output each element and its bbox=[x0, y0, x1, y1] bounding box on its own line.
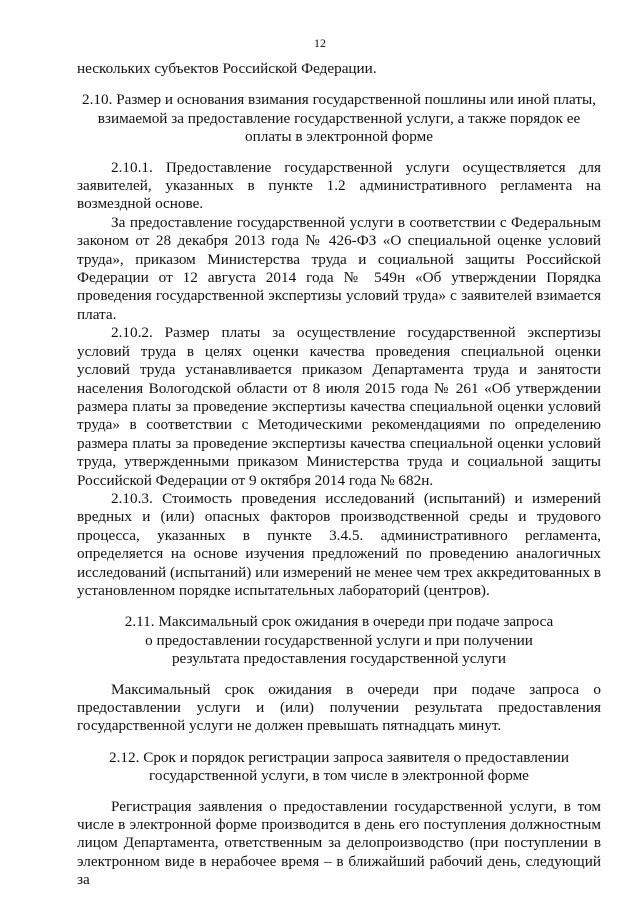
section-2-12-heading-line: 2.12. Срок и порядок регистрации запроса заявителя о предоставлении bbox=[109, 748, 569, 766]
page-content bbox=[77, 60, 601, 890]
paragraph-2-12: Регистрация заявления о предоставлении государственной услуги, в том числе в электронной форме производится в день его поступления должностным лицом Департамента, ответственным за делопроизводство (при поступлении в электронном виде в нерабочее время – в ближайший рабочий день, следующий за bbox=[77, 797, 601, 889]
section-2-11-heading-line: результата предоставления государственной услуги bbox=[171, 650, 507, 668]
section-2-10-heading: 2.10. Размер и основания взимания государственной пошлины или иной платы, взимаемой за предоставление государственной услуги, а также порядок ее оплаты в электронной форме bbox=[82, 91, 596, 146]
section-2-11-heading-line: 2.11. Максимальный срок ожидания в очереди при подаче запроса bbox=[124, 613, 554, 631]
section-2-12-heading-line: государственной услуги, в том числе в электронной форме bbox=[149, 767, 529, 785]
paragraph-2-11: Максимальный срок ожидания в очереди при подаче запроса о предоставлении услуги и (или) получении результата предоставления государственной услуги не должен превышать пятнадцать минут. bbox=[77, 680, 601, 735]
paragraph-2-10-1-fee: За предоставление государственной услуги в соответствии с Федеральным законом от 28 декабря 2013 года № 426-ФЗ «О специальной оценке условий труда», приказом Министерства труда и социальной защиты Российской Федерации от 12 августа 2014 года № 549н «Об утверждении Порядка проведения государственной экспертизы условий труда» с заявителей взимается плата. bbox=[77, 213, 601, 323]
section-2-12-heading bbox=[77, 749, 601, 786]
continuation-text: нескольких субъектов Российской Федерации. bbox=[77, 60, 377, 77]
paragraph-2-10-3: 2.10.3. Стоимость проведения исследований (испытаний) и измерений вредных и (или) опасных факторов производственной среды и трудового процесса, указанных в пункте 3.4.5. административного регламента, определяется на основе изучения предложений по проведению аналогичных исследований (испытаний) или измерений не менее чем трех аккредитованных в установленном порядке испытательных лабораторий (центров). bbox=[77, 489, 601, 599]
page-number: 12 bbox=[314, 36, 326, 50]
paragraph-2-10-1: 2.10.1. Предоставление государственной услуги осуществляется для заявителей, указанных в пункте 1.2 административного регламента на возмездной основе. bbox=[77, 158, 601, 213]
section-2-11-heading-line: о предоставлении государственной услуги и при получении bbox=[145, 631, 533, 649]
section-2-11-heading bbox=[77, 613, 601, 668]
paragraph-2-10-2: 2.10.2. Размер платы за осуществление государственной экспертизы условий труда в целях оценки качества проведения специальной оценки условий труда устанавливается приказом Департамента труда и занятости населения Вологодской области от 8 июля 2015 года № 261 «Об утверждении размера платы за проведение экспертизы качества специальной оценки условий труда» в соответствии с Методическими рекомендациями по определению размера платы за проведение экспертизы качества специальной оценки условий труда, утвержденными приказом Министерства труда и социальной защиты Российской Федерации от 9 октября 2014 года № 682н. bbox=[77, 324, 601, 489]
